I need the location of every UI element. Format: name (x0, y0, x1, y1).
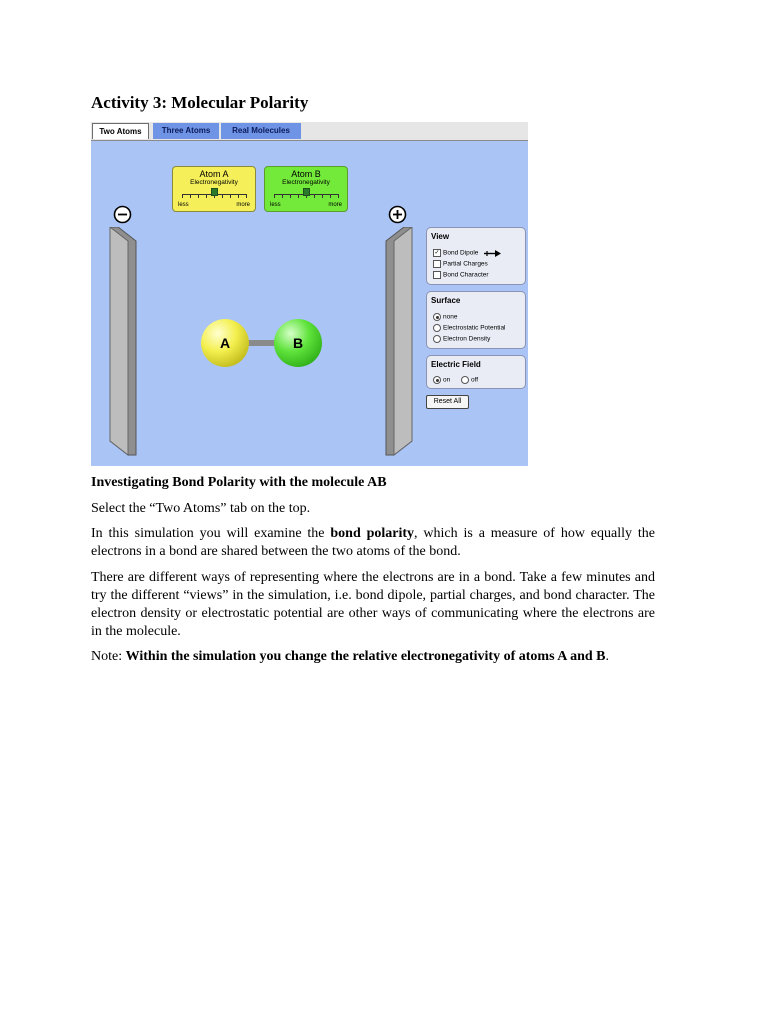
paragraph-2-text: In this simulation you will examine the (91, 526, 331, 541)
radio-unselected[interactable] (433, 335, 441, 343)
paragraph-3: There are different ways of representing where the electrons are in a bond. Take a few minutes and try the different “views” in the simulation, i.e. bond dipole, partial charges, and bond character. The electron density or electrostatic potential are other ways of communicating where the electrons are in the molecule. (91, 570, 655, 639)
field-on-radio[interactable] (433, 376, 450, 384)
paragraph-2-text-end: , which is a measure of how equally the electrons in a bond are shared between the two atoms of the bond. (91, 526, 655, 559)
dipole-arrow-icon (483, 250, 501, 257)
slider-tick (230, 194, 231, 198)
electrostatic-potential-label: Electrostatic Potential (443, 324, 506, 332)
atom-b[interactable]: B (274, 319, 322, 367)
slider-tick (290, 194, 291, 198)
atom-a[interactable]: A (201, 319, 249, 367)
atom-a-panel-title: Atom A (199, 169, 229, 179)
negative-charge-icon[interactable] (113, 205, 132, 224)
checkbox-checked[interactable]: ✓ (434, 250, 440, 256)
slider-tick (330, 194, 331, 198)
bond-character-label: Bond Character (443, 271, 489, 279)
paragraph-4-text-end: . (605, 649, 609, 664)
bond-dipole-label: Bond Dipole (443, 249, 479, 257)
atom-a-electronegativity-panel (172, 166, 256, 212)
atom-b-electronegativity-panel (264, 166, 348, 212)
radio-unselected[interactable] (461, 376, 469, 384)
atom-a-panel-subtitle: Electronegativity (190, 179, 238, 186)
surface-none-radio[interactable] (433, 313, 457, 321)
checkbox-unchecked[interactable] (433, 260, 441, 268)
slider-tick (274, 194, 275, 198)
molecule-polarity-simulation (91, 122, 528, 466)
tab-bar (91, 122, 528, 141)
partial-charges-label: Partial Charges (443, 260, 488, 268)
slider-tick (206, 194, 207, 198)
activity-heading: Activity 3: Molecular Polarity (91, 93, 309, 112)
view-panel (426, 227, 526, 285)
slider-tick (238, 194, 239, 198)
paragraph-4-text: Note: (91, 649, 126, 664)
atom-a-more-label: more (236, 202, 250, 208)
field-on-label: on (443, 376, 451, 384)
paragraph-2 (91, 525, 655, 561)
atom-b-panel-title: Atom B (291, 169, 321, 179)
radio-selected[interactable] (433, 313, 441, 321)
atom-a-slider-thumb[interactable] (211, 188, 218, 196)
electric-field-panel (426, 355, 526, 389)
checkbox-unchecked[interactable] (433, 271, 441, 279)
slider-tick (246, 194, 247, 198)
atom-b-less-label: less (270, 202, 281, 208)
tab-two-atoms[interactable]: Two Atoms (92, 123, 149, 139)
atom-b-more-label: more (328, 202, 342, 208)
electron-density-label: Electron Density (443, 335, 491, 343)
paragraph-4 (91, 648, 655, 666)
partial-charges-checkbox[interactable] (433, 260, 488, 268)
surface-none-label: none (443, 313, 458, 321)
paragraph-2-emphasis: bond polarity (330, 526, 415, 541)
slider-tick (314, 194, 315, 198)
slider-tick (198, 194, 199, 198)
electron-density-radio[interactable] (433, 335, 490, 343)
field-off-label: off (471, 376, 479, 384)
slider-tick (222, 194, 223, 198)
paragraph-4-emphasis: Within the simulation you change the relative electronegativity of atoms A and B (125, 649, 606, 664)
electric-field-title: Electric Field (431, 360, 481, 369)
slider-tick (190, 194, 191, 198)
tab-three-atoms[interactable]: Three Atoms (153, 123, 219, 139)
surface-panel (426, 291, 526, 349)
bond-dipole-checkbox[interactable] (433, 249, 501, 257)
slider-tick (338, 194, 339, 198)
negative-plate[interactable] (108, 227, 138, 457)
slider-tick (282, 194, 283, 198)
radio-unselected[interactable] (433, 324, 441, 332)
reset-all-button[interactable]: Reset All (426, 395, 469, 409)
bond-character-checkbox[interactable] (433, 271, 489, 279)
slider-tick (182, 194, 183, 198)
paragraph-1: Select the “Two Atoms” tab on the top. (91, 501, 311, 516)
slider-tick (298, 194, 299, 198)
positive-plate[interactable] (384, 227, 414, 457)
radio-selected[interactable] (433, 376, 441, 384)
section-title: Investigating Bond Polarity with the molecule AB (91, 475, 387, 490)
tab-real-molecules[interactable]: Real Molecules (221, 123, 301, 139)
atom-b-slider-thumb[interactable] (303, 188, 310, 196)
field-off-radio[interactable] (461, 376, 478, 384)
surface-panel-title: Surface (431, 296, 461, 305)
slider-tick (322, 194, 323, 198)
electrostatic-potential-radio[interactable] (433, 324, 506, 332)
view-panel-title: View (431, 232, 450, 241)
positive-charge-icon[interactable] (388, 205, 407, 224)
atom-a-less-label: less (178, 202, 189, 208)
atom-b-panel-subtitle: Electronegativity (282, 179, 330, 186)
